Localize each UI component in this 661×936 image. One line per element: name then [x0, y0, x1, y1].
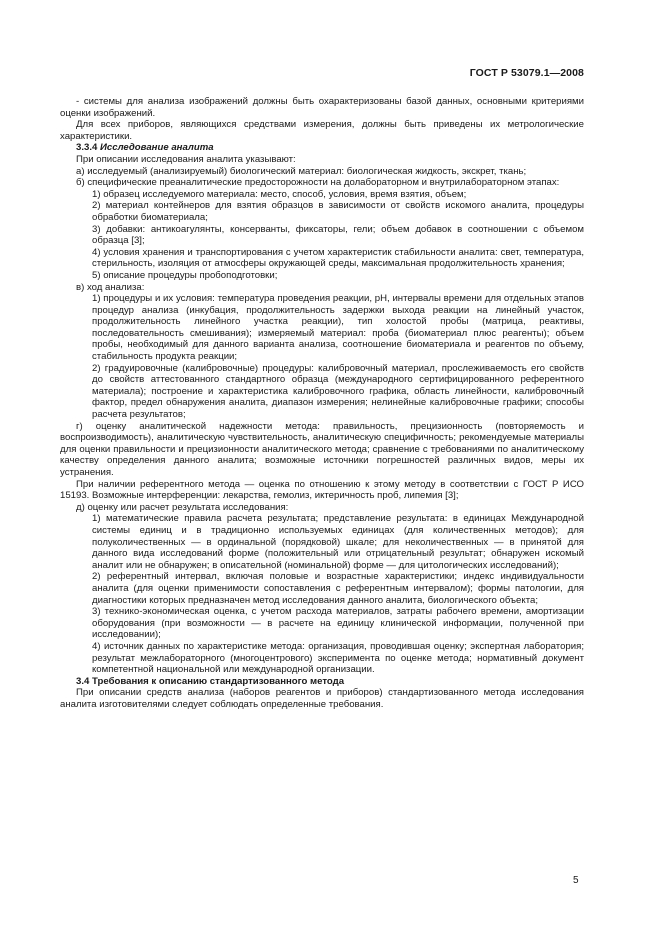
paragraph: При описании исследования аналита указывают:	[76, 153, 296, 165]
heading-title: Требования к описанию стандартизованного метода	[92, 675, 345, 687]
document-body	[60, 96, 584, 710]
paragraph: При описании средств анализа (наборов реагентов и приборов) стандартизованного метода исследования аналита изготовителями следует соблюдать определенные требования.	[60, 687, 584, 710]
sub-item: 5) описание процедуры пробоподготовки;	[92, 269, 278, 281]
paragraph: Для всех приборов, являющихся средствами измерения, должны быть приведены их метрологические характеристики.	[60, 119, 584, 142]
document-header: ГОСТ Р 53079.1—2008	[469, 67, 584, 79]
section-heading-3-3-4	[60, 142, 584, 154]
sub-item: 2) градуировочные (калибровочные) процедуры: калибровочный материал, прослеживаемость его свойств до свойств аттестованного стандартного образца (международного сертифицированного референтного материала); построение и характеристика калибровочного графика, область линейности, калибровочный фактор, предел обнаружения аналита, диапазон измерения; нелинейные калибровочные графики; способы расчета результатов;	[92, 362, 584, 421]
list-item-b: б) специфические преаналитические предосторожности на долабораторном и внутрилабораторном этапах:	[76, 177, 560, 189]
heading-title: Исследование аналита	[100, 142, 214, 154]
list-item-v: в) ход анализа:	[76, 281, 145, 293]
sub-item: 1) процедуры и их условия: температура проведения реакции, рН, интервалы времени для отдельных этапов процедур анализа (инкубация, продолжительность задержки выхода реакции на линейный участок, продолжительность линейного участка реакции), тип холостой пробы (матрица, реактивы, последовательность смешивания); измеряемый материал: проба (биоматериал плюс реагенты); объем пробы, необходимый для данного варианта анализа, соотношение биоматериала и реагентов по объему, стабильность продукта реакции;	[92, 293, 584, 363]
sub-item: 3) технико-экономическая оценка, с учетом расхода материалов, затраты рабочего времени, амортизации оборудования (при возможности — в расчете на единицу клинической информации, полученной при исследовании);	[92, 606, 584, 641]
sub-item: 4) источник данных по характеристике метода: организация, проводившая оценку; экспертная лаборатория; результат межлабораторного (многоцентрового) эксперимента по оценке метода; нормативный документ компетентной национальной или международной организации.	[92, 640, 584, 676]
sub-item: 2) референтный интервал, включая половые и возрастные характеристики; индекс индивидуальности аналита (для оценки применимости сопоставления с референтным интервалом); формы патологии, для диагностики которых предназначен метод исследования данного аналита, биологического объекта;	[92, 571, 584, 606]
list-item-g: г) оценку аналитической надежности метода: правильность, прецизионность (повторяемость и воспроизводимость), аналитическую чувствительность, аналитическую специфичность; рекомендуемые материалы для оценки правильности и прецизионности аналитического метода; сравнение с требованиями по аналитическому качеству определения данного аналита; возможные источники погрешностей различных видов, меры их устранения.	[60, 420, 584, 478]
sub-item: 3) добавки: антикоагулянты, консерванты, фиксаторы, гели; объем добавок в соотношении с объемом образца [3];	[92, 223, 584, 247]
heading-number: 3.3.4	[76, 142, 98, 154]
sub-item: 2) материал контейнеров для взятия образцов в зависимости от свойств искомого аналита, процедуры обработки биоматериала;	[92, 200, 584, 223]
sub-item: 4) условия хранения и транспортирования с учетом характеристик стабильности аналита: свет, температура, стерильность, изоляция от атмосферы окружающей среды, максимальная продолжительность хранения;	[92, 246, 584, 270]
heading-number: 3.4	[76, 675, 90, 687]
list-item-a: а) исследуемый (анализируемый) биологический материал: биологическая жидкость, экскрет, ткань;	[76, 165, 527, 177]
sub-item: 1) образец исследуемого материала: место, способ, условия, время взятия, объем;	[92, 188, 467, 200]
section-heading-3-4	[60, 676, 584, 688]
page-number: 5	[573, 875, 579, 886]
paragraph: При наличии референтного метода — оценка по отношению к этому методу в соответствии с ГОСТ Р ИСО 15193. Возможные интерференции: лекарства, гемолиз, иктеричность проб, липемия [3];	[60, 478, 584, 502]
paragraph: - системы для анализа изображений должны быть охарактеризованы базой данных, основными критериями оценки изображений.	[60, 96, 584, 119]
sub-item: 1) математические правила расчета результата; представление результата: в единицах Международной системы единиц и в традиционно используемых единицах (для количественных методов); для полуколичественных — в ординальной (порядковой) шкале; для неколичественных — в принятой для данного вида исследований форме (положительный или отрицательный результат; обнаружен искомый аналит или не обнаружен; в описательной (номинальной) форме — для цитологических исследований);	[92, 513, 584, 571]
list-item-d: д) оценку или расчет результата исследования:	[76, 501, 289, 513]
